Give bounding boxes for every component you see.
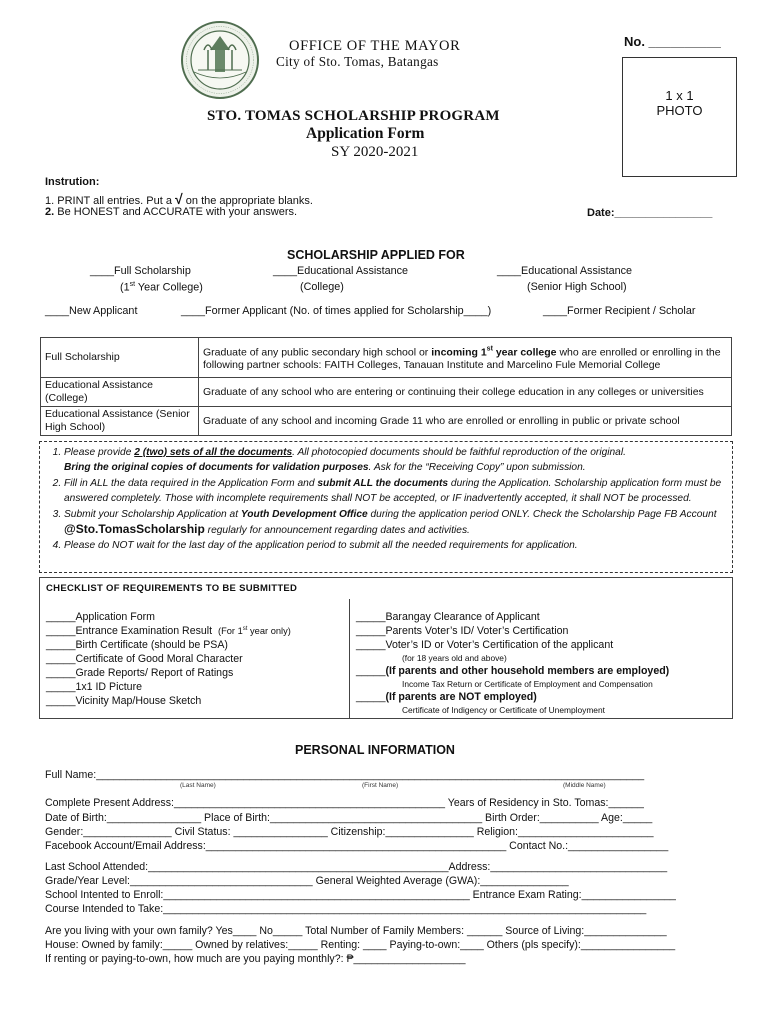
instruction-title: Instrution: [45,176,100,188]
note-4: 4. Please do NOT wait for the last day of the application period to submit all the needed requirements for application. [64,538,726,553]
program-title: STO. TOMAS SCHOLARSHIP PROGRAM [207,108,500,124]
note-text: Please provide [64,447,135,458]
first-year-suffix: Year College) [135,281,203,294]
note-bold: 2 (two) sets of all the documents [134,447,293,458]
note-text: during the Application. Scholarship application form must be answered completely. Those with incomplete requirements shall NOT be accepted, or IF inadvertently accepted, it shall NOT be processed. [64,477,722,505]
option-former-recipient[interactable]: ____Former Recipient / Scholar [543,305,696,317]
desc-bold: incoming 1 [431,346,487,359]
city-subtitle: City of Sto. Tomas, Batangas [276,54,439,69]
note-1 [64,445,726,476]
photo-box [622,57,737,177]
full-name-sublabel-first: (First Name) [362,782,399,789]
checklist-item[interactable]: _____Vicinity Map/House Sketch [46,695,202,707]
note-prefix: (For 1 [217,626,243,636]
photo-label: PHOTO [656,103,703,118]
table-cell-desc: Graduate of any school and incoming Grade 11 who are enrolled or enrolling in public or private school [199,407,732,436]
checklist-note: Certificate of Indigency or Certificate of Unemployment [402,705,605,715]
check-mark-icon: √ [175,191,183,207]
note-bold: Bring the original copies of documents for validation purposes [64,462,369,474]
option-ea-shs[interactable]: ____Educational Assistance [497,265,633,277]
note-text: . All photocopied documents should be faithful reproduction of the original. [292,447,626,458]
notes-box [39,441,733,573]
option-full-scholarship[interactable]: ____Full Scholarship [90,265,191,277]
note-bold: submit ALL the documents [317,477,449,489]
checklist-item[interactable] [356,691,537,703]
checklist-blank: _____ [356,665,386,677]
address-field[interactable]: Complete Present Address:______________________________________________ Years of Residency in Sto. Tomas:______ [45,797,644,809]
table-row [41,338,732,378]
checklist-item[interactable]: _____Grade Reports/ Report of Ratings [46,667,234,679]
date-field[interactable]: Date:________________ [587,207,713,219]
instruction-2-text: Be HONEST and ACCURATE with your answers. [54,206,298,218]
note-text: . Ask for the “Receiving Copy” upon submission. [368,462,586,474]
option-former-applicant[interactable]: ____Former Applicant (No. of times applied for Scholarship____) [181,305,492,317]
requirements-checklist [39,577,733,719]
checklist-item[interactable]: _____Application Form [46,611,155,623]
city-seal-logo [180,20,260,100]
house-field[interactable]: House: Owned by family:_____ Owned by relatives:_____ Renting: ____ Paying-to-own:____ Others (pls specify):________________ [45,939,676,951]
checklist-item[interactable]: _____Certificate of Good Moral Character [46,653,243,665]
fb-account-link[interactable]: @Sto.TomasScholarship [64,522,205,537]
renting-field[interactable]: If renting or paying-to-own, how much are you paying monthly?: ₱___________________ [45,953,466,965]
note-2 [64,476,726,507]
checklist-item[interactable] [356,665,669,677]
gender-field[interactable]: Gender:_______________ Civil Status: ________________ Citizenship:_______________ Religion:_______________________ [45,826,654,838]
table-cell-type: Educational Assistance (Senior High School) [41,407,199,436]
option-ea-shs-note: (Senior High School) [527,281,627,293]
checklist-divider [349,599,350,719]
checklist-item-label: _____Entrance Examination Result [46,625,213,637]
desc-part: Graduate of any public secondary high school or [203,346,432,359]
birth-field[interactable]: Date of Birth:________________ Place of Birth:____________________________________ Birth Order:__________ Age:_____ [45,812,653,824]
table-cell-desc: Graduate of any school who are entering or continuing their college education in any colleges or universities [199,378,732,407]
table-cell-type: Full Scholarship [41,338,199,378]
note-text: Submit your Scholarship Application at [64,508,241,520]
checklist-item-label: (If parents and other household members are employed) [385,665,670,677]
form-number-field[interactable]: No. __________ [624,34,721,49]
course-field[interactable]: Course Intended to Take:__________________________________________________________________________________ [45,903,647,915]
first-year-prefix: (1 [120,281,130,294]
last-school-field[interactable]: Last School Attended:___________________________________________________Address:______________________________ [45,861,668,873]
table-row [41,407,732,436]
note-sup: st [242,625,248,632]
form-title: Application Form [306,125,425,142]
note-suffix: year only) [247,626,291,636]
instruction-item-1 [45,191,313,207]
table-cell-desc [199,338,732,378]
note-3 [64,507,726,539]
checklist-note: Income Tax Return or Certificate of Employment and Compensation [402,679,653,689]
checklist-note: (for 18 years old and above) [402,653,507,663]
desc-part-end: who are enrolled or enrolling in the following partner schools: FAITH Colleges, Tanauan Institute and Marcelino Fule Memorial College [203,346,721,372]
photo-label-size: 1 x 1 [665,88,694,103]
checklist-item-note [218,626,291,636]
personal-info-heading: PERSONAL INFORMATION [295,743,455,757]
checklist-blank: _____ [356,691,386,703]
note-text: Fill in ALL the data required in the Application Form and [64,477,318,489]
option-ea-college-note: (College) [300,281,344,293]
facebook-field[interactable]: Facebook Account/Email Address:___________________________________________________ Contact No.:_________________ [45,840,669,852]
note-bold: Youth Development Office [240,508,368,520]
table-cell-type: Educational Assistance (College) [41,378,199,407]
school-enroll-field[interactable]: School Intented to Enroll:____________________________________________________ Entrance Exam Rating:________________ [45,889,676,901]
office-title: OFFICE OF THE MAYOR [289,38,461,54]
instruction-2-number: 2. [45,206,55,218]
full-name-sublabel-last: (Last Name) [180,782,216,789]
checklist-item[interactable] [46,625,291,637]
checklist-item[interactable]: _____Voter’s ID or Voter’s Certification of the applicant [356,639,614,651]
note-text: during the application period ONLY. Check the Scholarship Page FB Account [367,508,717,520]
table-row [41,378,732,407]
checklist-heading: CHECKLIST OF REQUIREMENTS TO BE SUBMITTED [46,583,298,594]
full-name-field[interactable]: Full Name:_____________________________________________________________________________________________ [45,769,645,781]
school-year: SY 2020-2021 [331,144,419,160]
checklist-item[interactable]: _____1x1 ID Picture [46,681,142,693]
desc-bold-sup: st [486,345,493,353]
checklist-item-label: (If parents are NOT employed) [385,691,537,703]
instruction-1-text: 1. PRINT all entries. Put a [45,195,176,207]
checklist-item[interactable]: _____Parents Voter’s ID/ Voter’s Certification [356,625,569,637]
first-year-sup: st [129,281,136,288]
desc-bold-2: year college [492,346,557,359]
family-field[interactable]: Are you living with your own family? Yes____ No_____ Total Number of Family Members: ______ Source of Living:______________ [45,925,667,937]
instruction-1-text-end: on the appropriate blanks. [182,195,313,207]
checklist-item[interactable]: _____Birth Certificate (should be PSA) [46,639,228,651]
grade-field[interactable]: Grade/Year Level:_______________________________ General Weighted Average (GWA):_______________ [45,875,569,887]
instruction-item-2 [45,206,297,218]
full-name-sublabel-middle: (Middle Name) [563,782,606,789]
option-ea-college[interactable]: ____Educational Assistance [273,265,409,277]
checklist-item[interactable]: _____Barangay Clearance of Applicant [356,611,540,623]
eligibility-table [40,337,732,436]
option-full-scholarship-note [120,281,203,294]
note-text: regularly for announcement regarding dates and activities. [204,525,470,537]
scholarship-applied-heading: SCHOLARSHIP APPLIED FOR [287,248,465,262]
option-new-applicant[interactable]: ____New Applicant [45,305,138,317]
